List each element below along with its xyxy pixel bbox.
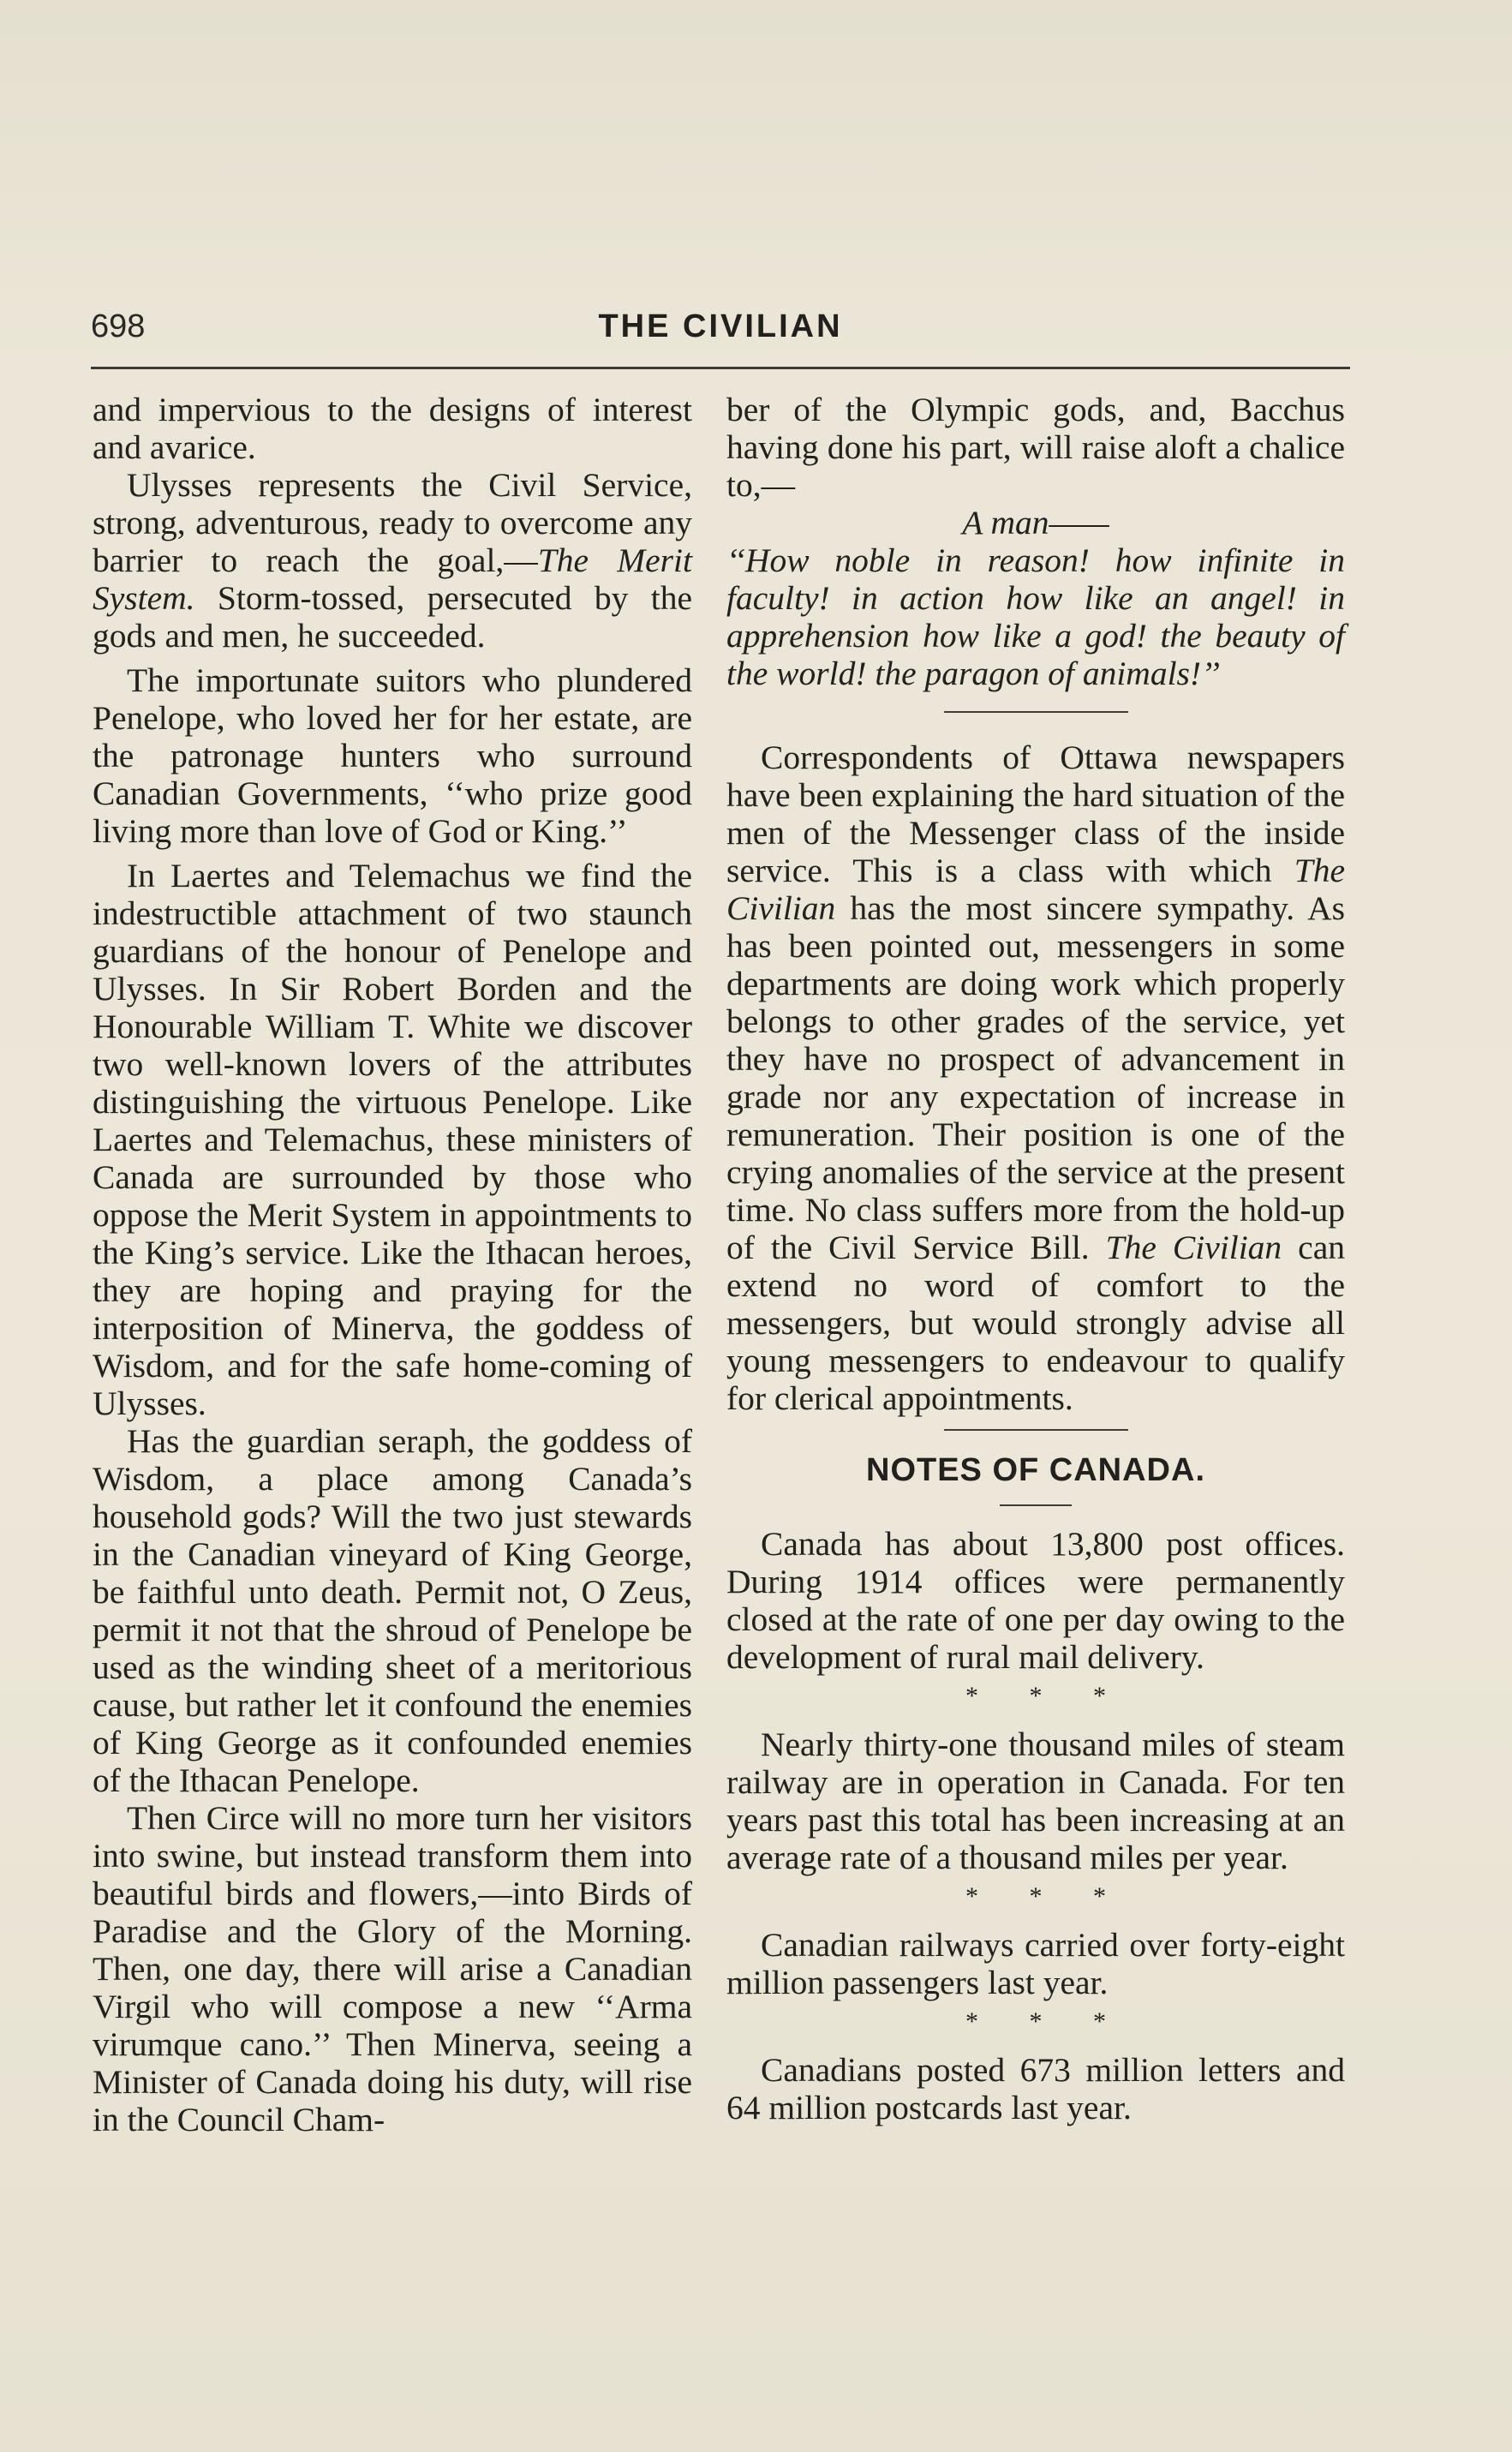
paragraph: Then Circe will no more turn her visitors into swine, but instead transform them into beautiful birds and flowers,—into Birds of Paradise and the Glory of the Morning. Then, one day, there will arise a Canadian Virgil who will compose a new ‘‘Arma virumque cano.’’ Then Minerva, seeing a Minister of Canada doing his duty, will rise in the Council Cham- xyxy=(93,1799,692,2138)
section-divider xyxy=(944,1429,1128,1431)
journal-title: THE CIVILIAN xyxy=(598,308,843,344)
quote-attribution: A man—— xyxy=(962,504,1109,541)
page-number: 698 xyxy=(91,308,146,344)
paragraph xyxy=(93,466,692,655)
paragraph: ber of the Olympic gods, and, Bacchus having done his part, will raise aloft a chalice to,— xyxy=(726,391,1345,504)
note-paragraph: Canada has about 13,800 post offices. During 1914 offices were permanently closed at the rate of one per day owing to the development of rural mail delivery. xyxy=(726,1525,1345,1676)
asterism: * * * xyxy=(965,1682,1128,1710)
text-run: Correspondents of Ottawa newspapers have been explaining the hard situation of the men of the Messenger class of the inside service. This is a class with which xyxy=(726,739,1345,889)
paragraph: The importunate suitors who plundered Penelope, who loved her for her estate, are the patronage hunters who surround Canadian Governments, ‘‘who prize good living more than love of God or King.’’ xyxy=(93,661,692,850)
right-column xyxy=(726,391,1345,2126)
note-paragraph: Nearly thirty-one thousand miles of steam railway are in operation in Canada. For ten years past this total has been increasing at an average rate of a thousand miles per year. xyxy=(726,1725,1345,1876)
paragraph: and impervious to the designs of interest and avarice. xyxy=(93,391,692,466)
asterism: * * * xyxy=(965,1882,1128,1911)
text-run: has the most sincere sympathy. As has been pointed out, messengers in some departments are doing work which properly belongs to other grades of the service, yet they have no prospect of advancement in grade nor any expectation of increase in remuneration. Their position is one of the crying anomalies of the service at the present time. No class suffers more from the hold-up of the Civil Service Bill. xyxy=(726,889,1345,1266)
asterism: * * * xyxy=(965,2007,1128,2036)
text-run: Ulysses represents the Civil Service, strong, adventurous, ready to overcome any barrier to reach the goal,— xyxy=(93,466,692,579)
header-rule xyxy=(91,367,1350,369)
paragraph: In Laertes and Telemachus we find the indestructible attachment of two staunch guardians of the honour of Penelope and Ulysses. In Sir Robert Borden and the Honourable William T. White we discover two well-known lovers of the attributes distinguishing the virtuous Penelope. Like Laertes and Telemachus, these ministers of Canada are surrounded by those who oppose the Merit System in appointments to the King’s service. Like the Ithacan heroes, they are hoping and praying for the interposition of Minerva, the goddess of Wisdom, and for the safe home-coming of Ulysses. xyxy=(93,857,692,1422)
note-paragraph: Canadian railways carried over forty-eight million passengers last year. xyxy=(726,1926,1345,2001)
section-divider xyxy=(944,711,1128,713)
italic-run: The Civilian xyxy=(1105,1229,1282,1266)
note-paragraph: Canadians posted 673 million letters and 64 million postcards last year. xyxy=(726,2051,1345,2126)
paragraph: Has the guardian seraph, the goddess of Wisdom, a place among Canada’s household gods? Will the two just stewards in the Canadian vineyard of King George, be faithful unto death. Permit not, O Zeus, permit it not that the shroud of Penelope be used as the winding sheet of a meritorious cause, but rather let it confound the enemies of King George as it confounded enemies of the Ithacan Penelope. xyxy=(93,1422,692,1799)
left-column xyxy=(93,391,692,2138)
italic-run: The Civilian xyxy=(726,852,1345,927)
page-header xyxy=(91,308,1350,351)
quotation: ‘‘How noble in reason! how infinite in faculty! in action how like an angel! in apprehension how like a god! the beauty of the world! the paragon of animals!’’ xyxy=(726,541,1345,692)
text-run: Storm-tossed, persecuted by the gods and men, he succeeded. xyxy=(93,579,692,655)
heading-underline xyxy=(1000,1504,1072,1506)
section-heading: NOTES OF CANADA. xyxy=(866,1452,1205,1488)
paragraph xyxy=(726,739,1345,1417)
italic-run: The Merit System. xyxy=(93,541,692,617)
text-run: can extend no word of comfort to the messengers, but would strongly advise all young messengers to endeavour to qualify for clerical appointments. xyxy=(726,1229,1345,1417)
